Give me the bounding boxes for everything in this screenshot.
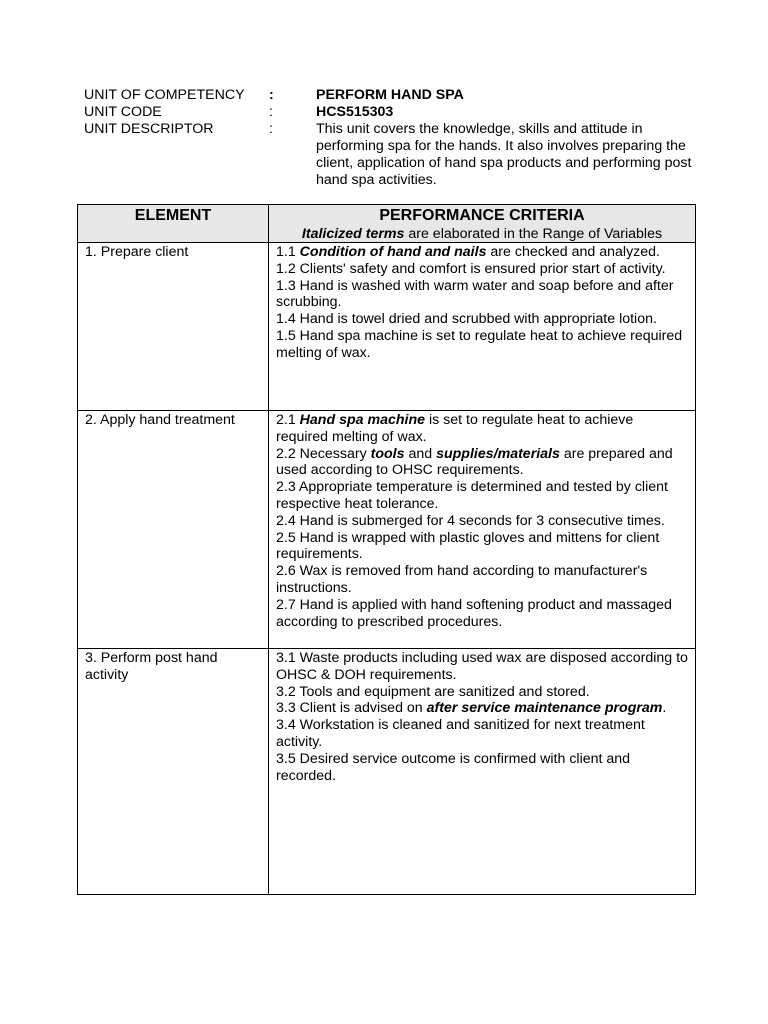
criterion-text: is set to regulate heat to achieve required melting of wax. bbox=[276, 412, 634, 445]
element-cell: 3. Perform post hand activity bbox=[78, 649, 269, 895]
range-term: supplies/materials bbox=[436, 445, 560, 462]
criterion bbox=[276, 700, 688, 717]
unit-descriptor-row bbox=[84, 121, 694, 189]
unit-code-value: HCS515303 bbox=[316, 104, 394, 120]
criterion: 2.5 Hand is wrapped with plastic gloves and mittens for client requirements. bbox=[276, 529, 660, 563]
unit-of-competency-label: UNIT OF COMPETENCY bbox=[84, 87, 245, 103]
colon: : bbox=[269, 87, 274, 103]
criterion: 2.6 Wax is removed from hand according to manufacturer's instructions. bbox=[276, 563, 648, 596]
competency-table bbox=[77, 204, 696, 895]
element-cell: 2. Apply hand treatment bbox=[78, 411, 269, 649]
criterion bbox=[276, 412, 688, 446]
italicized-terms-label: Italicized terms bbox=[301, 226, 405, 242]
criterion bbox=[276, 244, 688, 261]
criterion-text: 1.1 bbox=[276, 244, 300, 260]
criterion: 2.7 Hand is applied with hand softening product and massaged according to prescribed procedures. bbox=[276, 596, 672, 630]
range-of-variables-note bbox=[276, 226, 688, 242]
criteria-cell bbox=[269, 411, 696, 649]
element-column-header bbox=[78, 205, 269, 243]
criterion-text: are prepared and used according to OHSC requirements. bbox=[276, 445, 673, 479]
range-term: tools bbox=[370, 445, 405, 462]
range-term: Hand spa machine bbox=[299, 412, 426, 428]
criterion: 1.5 Hand spa machine is set to regulate heat to achieve required melting of wax. bbox=[276, 327, 683, 361]
criterion: 1.2 Clients' safety and comfort is ensured prior start of activity. bbox=[276, 260, 666, 277]
criterion: 1.4 Hand is towel dried and scrubbed with appropriate lotion. bbox=[276, 311, 657, 328]
criterion: 1.3 Hand is washed with warm water and soap before and after scrubbing. bbox=[276, 277, 674, 311]
criterion-text: and bbox=[404, 445, 437, 462]
criterion-text: 2.2 Necessary bbox=[276, 445, 371, 462]
unit-of-competency-row bbox=[84, 87, 694, 104]
range-term: Condition of hand and nails bbox=[299, 244, 487, 260]
table-header-row bbox=[78, 205, 696, 243]
criterion bbox=[276, 446, 688, 480]
unit-code-label: UNIT CODE bbox=[84, 104, 162, 120]
criterion: 3.5 Desired service outcome is confirmed with client and recorded. bbox=[276, 750, 631, 784]
table-row bbox=[78, 411, 696, 649]
criteria-cell bbox=[269, 243, 696, 411]
unit-code-row bbox=[84, 104, 694, 121]
unit-header bbox=[84, 87, 694, 189]
unit-of-competency-value: PERFORM HAND SPA bbox=[316, 87, 464, 103]
unit-descriptor-label: UNIT DESCRIPTOR bbox=[84, 121, 214, 137]
range-term: after service maintenance program bbox=[426, 700, 663, 717]
criterion: 3.4 Workstation is cleaned and sanitized for next treatment activity. bbox=[276, 717, 645, 750]
criterion-text: 2.1 bbox=[276, 412, 300, 428]
element-header-title: ELEMENT bbox=[134, 207, 212, 224]
criterion: 2.4 Hand is submerged for 4 seconds for 3 consecutive times. bbox=[276, 512, 665, 529]
element-cell: 1. Prepare client bbox=[78, 243, 269, 411]
criterion: 3.2 Tools and equipment are sanitized and stored. bbox=[276, 683, 590, 700]
criterion-text: are checked and analyzed. bbox=[486, 244, 660, 260]
table-row bbox=[78, 649, 696, 895]
criteria-header-title: PERFORMANCE CRITERIA bbox=[379, 207, 585, 224]
unit-descriptor-value: This unit covers the knowledge, skills and attitude in performing spa for the hands. It also involves preparing the client, application of hand spa products and performing post hand spa activities. bbox=[316, 121, 692, 188]
criterion-text: 3.3 Client is advised on bbox=[276, 700, 427, 717]
criteria-cell bbox=[269, 649, 696, 895]
criterion: 3.1 Waste products including used wax are disposed according to OHSC & DOH requirements. bbox=[276, 650, 688, 683]
criterion-text: . bbox=[662, 700, 667, 717]
colon: : bbox=[269, 104, 273, 120]
colon: : bbox=[269, 121, 273, 137]
criteria-column-header bbox=[269, 205, 696, 243]
note-text: are elaborated in the Range of Variables bbox=[404, 226, 663, 242]
criterion: 2.3 Appropriate temperature is determined and tested by client respective heat tolerance. bbox=[276, 479, 668, 512]
table-row bbox=[78, 243, 696, 411]
